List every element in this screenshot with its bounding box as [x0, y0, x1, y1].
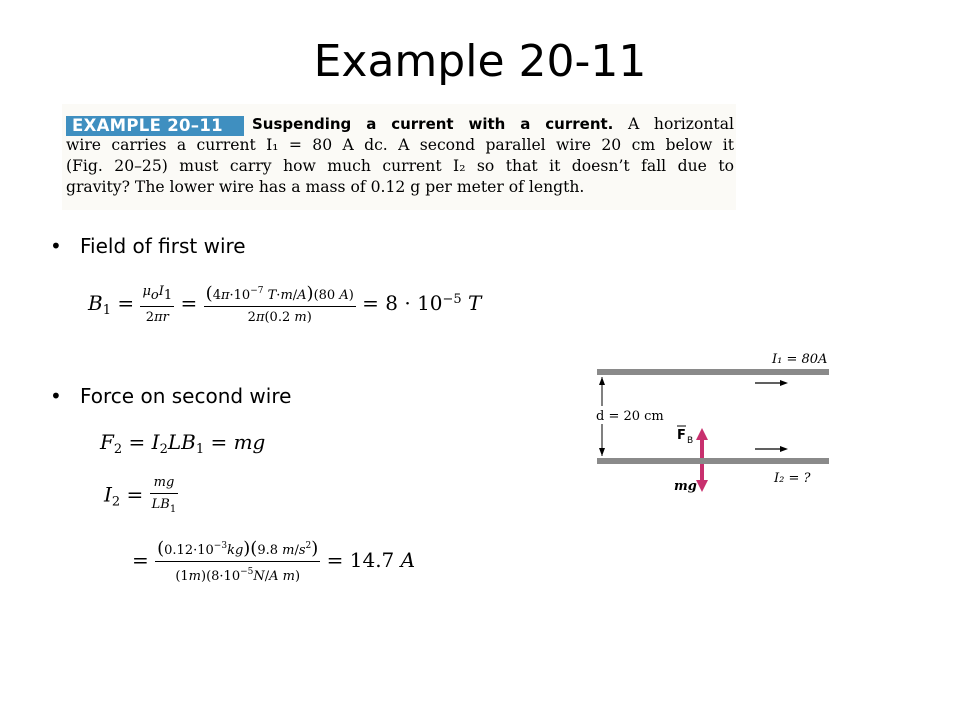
example-line1: A horizontal [628, 115, 734, 133]
bullet-field: • Field of first wire [50, 234, 246, 258]
bullet-force: • Force on second wire [50, 384, 292, 408]
example-line4: gravity? The lower wire has a mass of 0.12 g per meter of length. [66, 178, 585, 196]
equation-b1: $B_1$ = $\frac{\mu_oI_1}{2\pi r}$ = $\frac{(4\pi\cdot 10^{-7} T\cdot m/A)(80 A)}{2\pi(0.2 m)}$ = $8 \cdot 10^{-5}$ T [88, 283, 482, 325]
bottom-wire [597, 458, 829, 464]
weight-label: mg [674, 479, 697, 494]
equation-i2: $I_2$ = $\frac{mg}{LB_1}$ [104, 475, 177, 515]
bottom-current-label: I₂ = ? [774, 471, 811, 486]
force-subscript: B [687, 436, 694, 446]
slide-title: Example 20-11 [313, 36, 647, 87]
top-current-label: I₁ = 80A [772, 352, 828, 367]
top-wire [597, 369, 829, 375]
equation-i2-result: = $\frac{(0.12\cdot 10^{-3}kg)(9.8 m/s^2)}{(1m)(8\cdot 10^{-5}N/A m)}$ = 14.7 A [132, 538, 416, 584]
textbook-example-excerpt [62, 104, 736, 210]
bullet-force-text: Force on second wire [80, 384, 292, 408]
example-problem-text [66, 114, 734, 198]
bullet-field-text: Field of first wire [80, 234, 246, 258]
example-line2: wire carries a current I₁ = 80 A dc. A second parallel wire 20 cm below it [66, 136, 734, 154]
example-badge: EXAMPLE 20–11 [66, 116, 244, 136]
example-line3: (Fig. 20–25) must carry how much current I₂ so that it doesn’t fall due to [66, 157, 734, 175]
distance-label: d = 20 cm [596, 409, 664, 424]
force-label: F [677, 428, 686, 443]
example-heading: Suspending a current with a current. [252, 115, 614, 133]
parallel-wires-figure [592, 344, 837, 499]
equation-f2: $F_2 = I_2LB_1$ = mg [100, 430, 266, 457]
